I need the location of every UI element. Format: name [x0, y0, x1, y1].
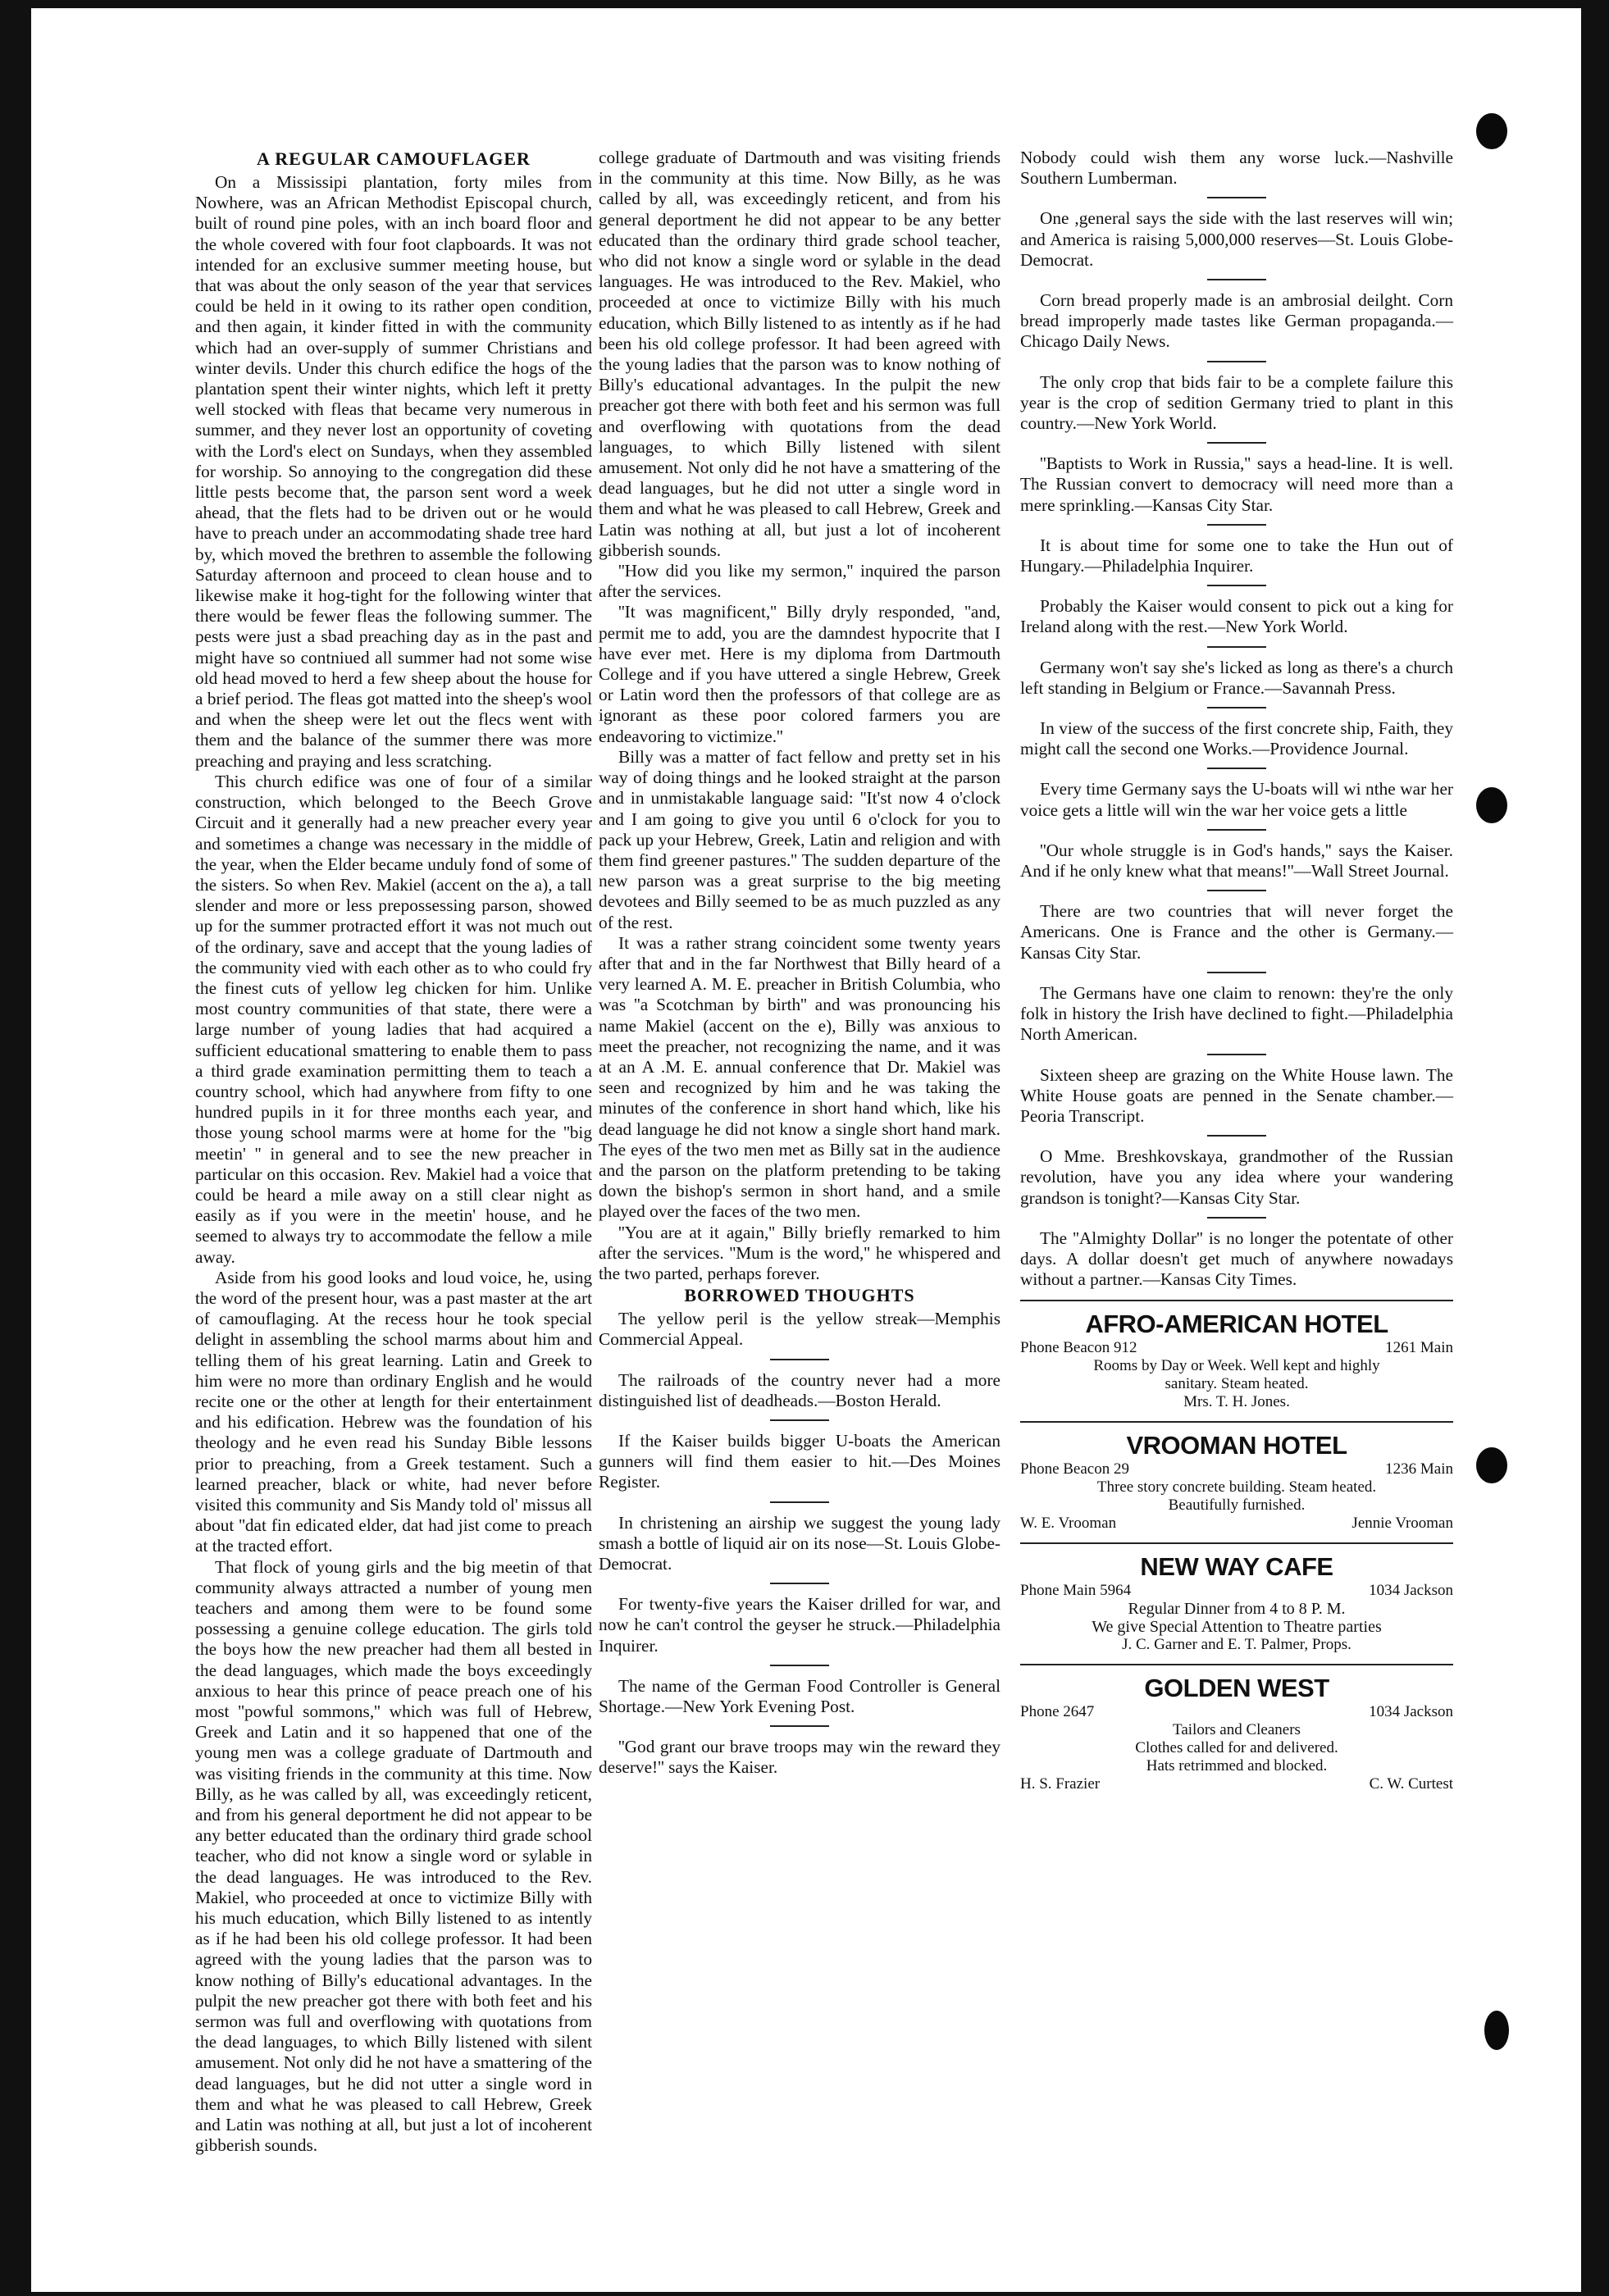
column-1: [195, 148, 592, 2156]
ad-owner: Jennie Vrooman: [1351, 1515, 1453, 1533]
article-paragraph: Aside from his good looks and loud voice, he, using the word of the present hour, was a past master at the art of camouflaging. At the recess hour he took special delight in assembling the school marms about him and telling them of his great learning. Latin and Greek to him were no more than ordinary English and he would recite one or the other at length for their entertainment and his edification. Hebrew was the foundation of his theology and he even read his Sunday Bible lessons prior to preaching, from a Greek testament. Such a learned preacher, black or white, had never before visited this community and Sis Mandy told ol' missus all about ''dat fin edicated elder, dat had jist come to preach at the tracted effort.: [195, 1267, 592, 1556]
binding-hole: [1476, 787, 1507, 823]
article-paragraph: Billy was a matter of fact fellow and pretty set in his way of doing things and he looked straight at the parson and in unmistakable language said: ''It'st now 4 o'clock and I am going to give you until 6 o'clock for you to pack up your Hebrew, Greek, Latin and religion and with them find greener pastures.'' The sudden departure of the new parson was a great surprise to the big meeting devotees and Billy seemed to be as much puzzled as any of the rest.: [599, 746, 1000, 932]
borrowed-thoughts-title: BORROWED THOUGHTS: [684, 1285, 915, 1306]
quip: If the Kaiser builds bigger U-boats the American gunners will find them easier to hit.—Des Moines Register.: [599, 1430, 1000, 1492]
ad-title: AFRO-AMERICAN HOTEL: [1085, 1310, 1388, 1339]
separator: [770, 1501, 829, 1503]
ad-line: We give Special Attention to Theatre parties: [1092, 1618, 1382, 1637]
ad-line: sanitary. Steam heated.: [1165, 1375, 1309, 1393]
ad-line: Rooms by Day or Week. Well kept and highly: [1093, 1357, 1380, 1375]
ad-phone: Phone Beacon 29: [1020, 1460, 1129, 1478]
ad-phone: Phone 2647: [1020, 1703, 1095, 1721]
ad-line: Hats retrimmed and blocked.: [1146, 1757, 1328, 1775]
ad-golden-west: [1020, 1674, 1453, 1793]
quip-continued: Nobody could wish them any worse luck.—Nashville Southern Lumberman.: [1020, 148, 1453, 189]
ad-phone: Phone Main 5964: [1020, 1582, 1132, 1600]
separator: [770, 1359, 829, 1360]
quip: In view of the success of the first concrete ship, Faith, they might call the second one Works.—Providence Journal.: [1020, 718, 1453, 759]
ad-address: 1261 Main: [1385, 1339, 1453, 1357]
ad-title: NEW WAY CAFE: [1140, 1552, 1333, 1582]
quip: O Mme. Breshkovskaya, grandmother of the Russian revolution, have you any idea where your wandering grandson is tonight?—Kansas City Star.: [1020, 1146, 1453, 1208]
quip: In christening an airship we suggest the young lady smash a bottle of liquid air on its nose—St. Louis Globe-Democrat.: [599, 1512, 1000, 1574]
article-paragraph: On a Mississipi plantation, forty miles from Nowhere, was an African Methodist Episcopal church, built of round pine poles, with an inch board floor and the whole covered with four foot clapboards. It was not intended for an exclusive summer meeting house, but that was about the only season of the year that services could be held in it owing to its rather open condition, and then again, it kinder fitted in with the community which had an over-supply of summer Christians and winter devils. Under this church edifice the hogs of the plantation spent their winter nights, which left it pretty well stocked with fleas that became very numerous in summer, and they never lost an opportunity of coveting with the Lord's elect on Sundays, when they assembled for worship. So annoying to the congregation did these little pests become that, the parson sent word a week ahead, that the flets had to be driven out or he would have to preach under an accommodating shade tree hard by, which moved the brethren to assemble the following Saturday afternoon and proceed to clean house and to likewise make it hog-tight for the following winter that there would be fewer fleas the following summer. The pests were just a sbad preaching day as in the past and might have so contniued all summer had not some wise old head moved to herd a few sheep about the house for a brief period. The fleas got matted into the sheep's wool and when the sheep were let out the flecs went with them and the balance of the summer there was more preaching and praying and less scratching.: [195, 172, 592, 771]
ad-vrooman-hotel: [1020, 1431, 1453, 1533]
newspaper-page: [31, 8, 1581, 2292]
ad-line: Tailors and Cleaners: [1173, 1721, 1301, 1739]
column-2: [599, 148, 1000, 1779]
ad-contact-row: [1020, 1582, 1453, 1600]
separator: [1207, 829, 1266, 831]
ad-address: 1236 Main: [1385, 1460, 1453, 1478]
ad-line: Regular Dinner from 4 to 8 P. M.: [1128, 1600, 1346, 1619]
ad-line: Beautifully furnished.: [1168, 1496, 1306, 1515]
quip: The ''Almighty Dollar'' is no longer the potentate of other days. A dollar doesn't get much of anywhere nowadays without a partner.—Kansas City Times.: [1020, 1228, 1453, 1290]
article-paragraph: It was a rather strang coincident some twenty years after that and in the far Northwest that Billy heard of a very learned A. M. E. preacher in British Columbia, who was ''a Scotchman by birth'' and was pronouncing his name Makiel (accent on the e), Billy was anxious to meet the preacher, not recognizing the name, and it was at an A .M. E. annual conference that Dr. Makiel was seen and recognized by him and he was taking the minutes of the conference in short hand which, like his dead language he did not know a single short hand mark. The eyes of the two men met as Billy sat in the audience and the parson on the platform pretending to be taking down the bishop's sermon in short hand, and a smile played over the faces of the two men.: [599, 932, 1000, 1222]
quip: Corn bread properly made is an ambrosial deilght. Corn bread improperly made tastes like German propaganda.—Chicago Daily News.: [1020, 290, 1453, 352]
separator: [1207, 646, 1266, 648]
separator: [1207, 585, 1266, 586]
quip: The name of the German Food Controller is General Shortage.—New York Evening Post.: [599, 1675, 1000, 1717]
separator: [1207, 972, 1266, 973]
separator: [1207, 279, 1266, 280]
separator: [770, 1419, 829, 1421]
article-paragraph: That flock of young girls and the big meetin of that community always attracted a number of young men teachers and among them were to be found some possessing a genuine college education. The girls told the boys how the new preacher had them all bested in the dead languages, which made the boys exceedingly anxious to hear this prince of peace preach one of his most ''powful sommons,'' which was full of Hebrew, Greek and Latin and it so happened that one of the young men was a college graduate of Dartmouth and was visiting friends in the community at this time. Now Billy, as he was called by all, was exceedingly reticent, and from his general deportment he did not appear to be any better educated than the ordinary third grade school teacher, who did not know a single word or sylable in the dead languages. He was introduced to the Rev. Makiel, who proceeded at once to victimize Billy with his much education, which Billy listened to as intently as if he had been his old college professor. It had been agreed with the young ladies that the parson was to know nothing of Billy's educational advantages. In the pulpit the new preacher got there with both feet and his sermon was full and overflowing with quotations from the dead languages, to which Billy listened with silent amusement. Not only did he not have a smattering of the dead languages, but he did not utter a single word in them and what he was pleased to call Hebrew, Greek and Latin was nothing at all, but just a lot of incoherent gibberish sounds.: [195, 1556, 592, 2156]
quip: The railroads of the country never had a more distinguished list of deadheads.—Boston Herald.: [599, 1369, 1000, 1410]
ad-rule: [1020, 1300, 1453, 1301]
quip: ''God grant our brave troops may win the reward they deserve!'' says the Kaiser.: [599, 1737, 1000, 1778]
ad-owner: H. S. Frazier: [1020, 1775, 1101, 1793]
quip: Probably the Kaiser would consent to pick out a king for Ireland along with the rest.—New York World.: [1020, 596, 1453, 637]
binding-hole: [1476, 1447, 1507, 1483]
ad-title: VROOMAN HOTEL: [1126, 1431, 1347, 1460]
separator: [770, 1725, 829, 1727]
quip: One ,general says the side with the last reserves will win; and America is raising 5,000,000 reserves—St. Louis Globe-Democrat.: [1020, 208, 1453, 270]
quip: The yellow peril is the yellow streak—Memphis Commercial Appeal.: [599, 1309, 1000, 1350]
ad-owner: W. E. Vrooman: [1020, 1515, 1117, 1533]
ad-afro-american-hotel: [1020, 1310, 1453, 1411]
binding-hole: [1484, 2011, 1509, 2050]
quip: The Germans have one claim to renown: they're the only folk in history the Irish have declined to fight.—Philadelphia North American.: [1020, 982, 1453, 1045]
quip: For twenty-five years the Kaiser drilled for war, and now he can't control the geyser he struck.—Philadelphia Inquirer.: [599, 1594, 1000, 1656]
article-title: A REGULAR CAMOUFLAGER: [257, 148, 531, 169]
article-paragraph-continued: college graduate of Dartmouth and was visiting friends in the community at this time. Now Billy, as he was called by all, was exceedingly reticent, and from his general deportment he did not appear to be any better educated than the ordinary third grade school teacher, who did not know a single word or sylable in the dead languages. He was introduced to the Rev. Makiel, who proceeded at once to victimize Billy with his much education, which Billy listened to as intently as if he had been his old college professor. It had been agreed with the young ladies that the parson was to know nothing of Billy's educational advantages. In the pulpit the new preacher got there with both feet and his sermon was full and overflowing with quotations from the dead languages, to which Billy listened with silent amusement. Not only did he not have a smattering of the dead languages, but he did not utter a single word in them and what he was pleased to call Hebrew, Greek and Latin was nothing at all, but just a lot of incoherent gibberish sounds.: [599, 148, 1000, 560]
ad-owners-row: [1020, 1515, 1453, 1533]
article-paragraph: This church edifice was one of four of a similar construction, which belonged to the Beech Grove Circuit and it generally had a new preacher every year and sometimes a change was necessary in the middle of the year, when the Elder became unduly fond of some of the sisters. So when Rev. Makiel (accent on the a), a tall slender and more or less prepossessing parson, showed up for the summer protracted effort it was not much out of the ordinary, save and accept that the young ladies of the community vied with each other as to who could fry the finest cuts of yellow leg chicken for him. Unlike most country communities of that state, there were a large number of young ladies that had acquired a sufficient educational smattering to enable them to pass a third grade examination permitting them to teach a country school, which had anywhere from fifty to one hundred pupils in it for three months each year, and those young school marms were at home for the ''big meetin' '' in general and to see the new preacher in particular on this occasion. Rev. Makiel had a voice that could be heard a mile away on a still clear night as easily as if you were in the meetin' house, and he seemed to always try to accommodate the fellow a mile away.: [195, 771, 592, 1267]
column-3: [1020, 148, 1453, 1793]
ad-contact-row: [1020, 1460, 1453, 1478]
binding-hole: [1476, 113, 1507, 149]
separator: [1207, 1135, 1266, 1137]
separator: [1207, 890, 1266, 891]
article-paragraph: ''You are at it again,'' Billy briefly remarked to him after the services. ''Mum is the word,'' he whispered and the two parted, perhaps forever.: [599, 1222, 1000, 1283]
quip: It is about time for some one to take the Hun out of Hungary.—Philadelphia Inquirer.: [1020, 535, 1453, 576]
ad-contact-row: [1020, 1703, 1453, 1721]
ad-owner: C. W. Curtest: [1369, 1775, 1453, 1793]
ad-owners-row: [1020, 1775, 1453, 1793]
quip: Sixteen sheep are grazing on the White House lawn. The White House goats are penned in the Senate chamber.—Peoria Transcript.: [1020, 1064, 1453, 1126]
article-paragraph: ''It was magnificent,'' Billy dryly responded, ''and, permit me to add, you are the damndest hypocrite that I have ever met. Here is my diploma from Dartmouth College and if you have uttered a single Hebrew, Greek or Latin word then the professors of that college are as ignorant as these poor colored farmers you are endeavoring to victimize.'': [599, 602, 1000, 746]
ad-rule: [1020, 1542, 1453, 1544]
ad-line: Three story concrete building. Steam heated.: [1096, 1478, 1377, 1496]
quip: ''Baptists to Work in Russia,'' says a head-line. It is well. The Russian convert to democracy will need more than a mere sprinkling.—Kansas City Star.: [1020, 453, 1453, 515]
quip: The only crop that bids fair to be a complete failure this year is the crop of sedition Germany tried to plant in this country.—New York World.: [1020, 371, 1453, 434]
quip: Germany won't say she's licked as long as there's a church left standing in Belgium or France.—Savannah Press.: [1020, 657, 1453, 698]
separator: [770, 1583, 829, 1584]
quip: There are two countries that will never forget the Americans. One is France and the other is Germany.—Kansas City Star.: [1020, 901, 1453, 963]
separator: [1207, 768, 1266, 769]
ad-new-way-cafe: [1020, 1552, 1453, 1654]
ad-phone: Phone Beacon 912: [1020, 1339, 1137, 1357]
ad-title: GOLDEN WEST: [1144, 1674, 1329, 1703]
ad-contact-row: [1020, 1339, 1453, 1357]
ad-address: 1034 Jackson: [1369, 1703, 1453, 1721]
ad-address: 1034 Jackson: [1369, 1582, 1453, 1600]
separator: [1207, 1054, 1266, 1055]
quip: ''Our whole struggle is in God's hands,'' says the Kaiser. And if he only knew what that means!''—Wall Street Journal.: [1020, 840, 1453, 882]
quip: Every time Germany says the U-boats will wi nthe war her voice gets a little will win the war her voice gets a little: [1020, 779, 1453, 820]
separator: [1207, 442, 1266, 444]
ad-rule: [1020, 1421, 1453, 1423]
separator: [1207, 524, 1266, 526]
ad-owner: J. C. Garner and E. T. Palmer, Props.: [1122, 1636, 1351, 1654]
ad-rule: [1020, 1664, 1453, 1665]
ad-owner: Mrs. T. H. Jones.: [1183, 1393, 1290, 1411]
ad-line: Clothes called for and delivered.: [1135, 1739, 1338, 1757]
separator: [770, 1665, 829, 1666]
article-paragraph: ''How did you like my sermon,'' inquired the parson after the services.: [599, 561, 1000, 602]
separator: [1207, 1217, 1266, 1219]
separator: [1207, 197, 1266, 198]
separator: [1207, 361, 1266, 362]
separator: [1207, 707, 1266, 708]
